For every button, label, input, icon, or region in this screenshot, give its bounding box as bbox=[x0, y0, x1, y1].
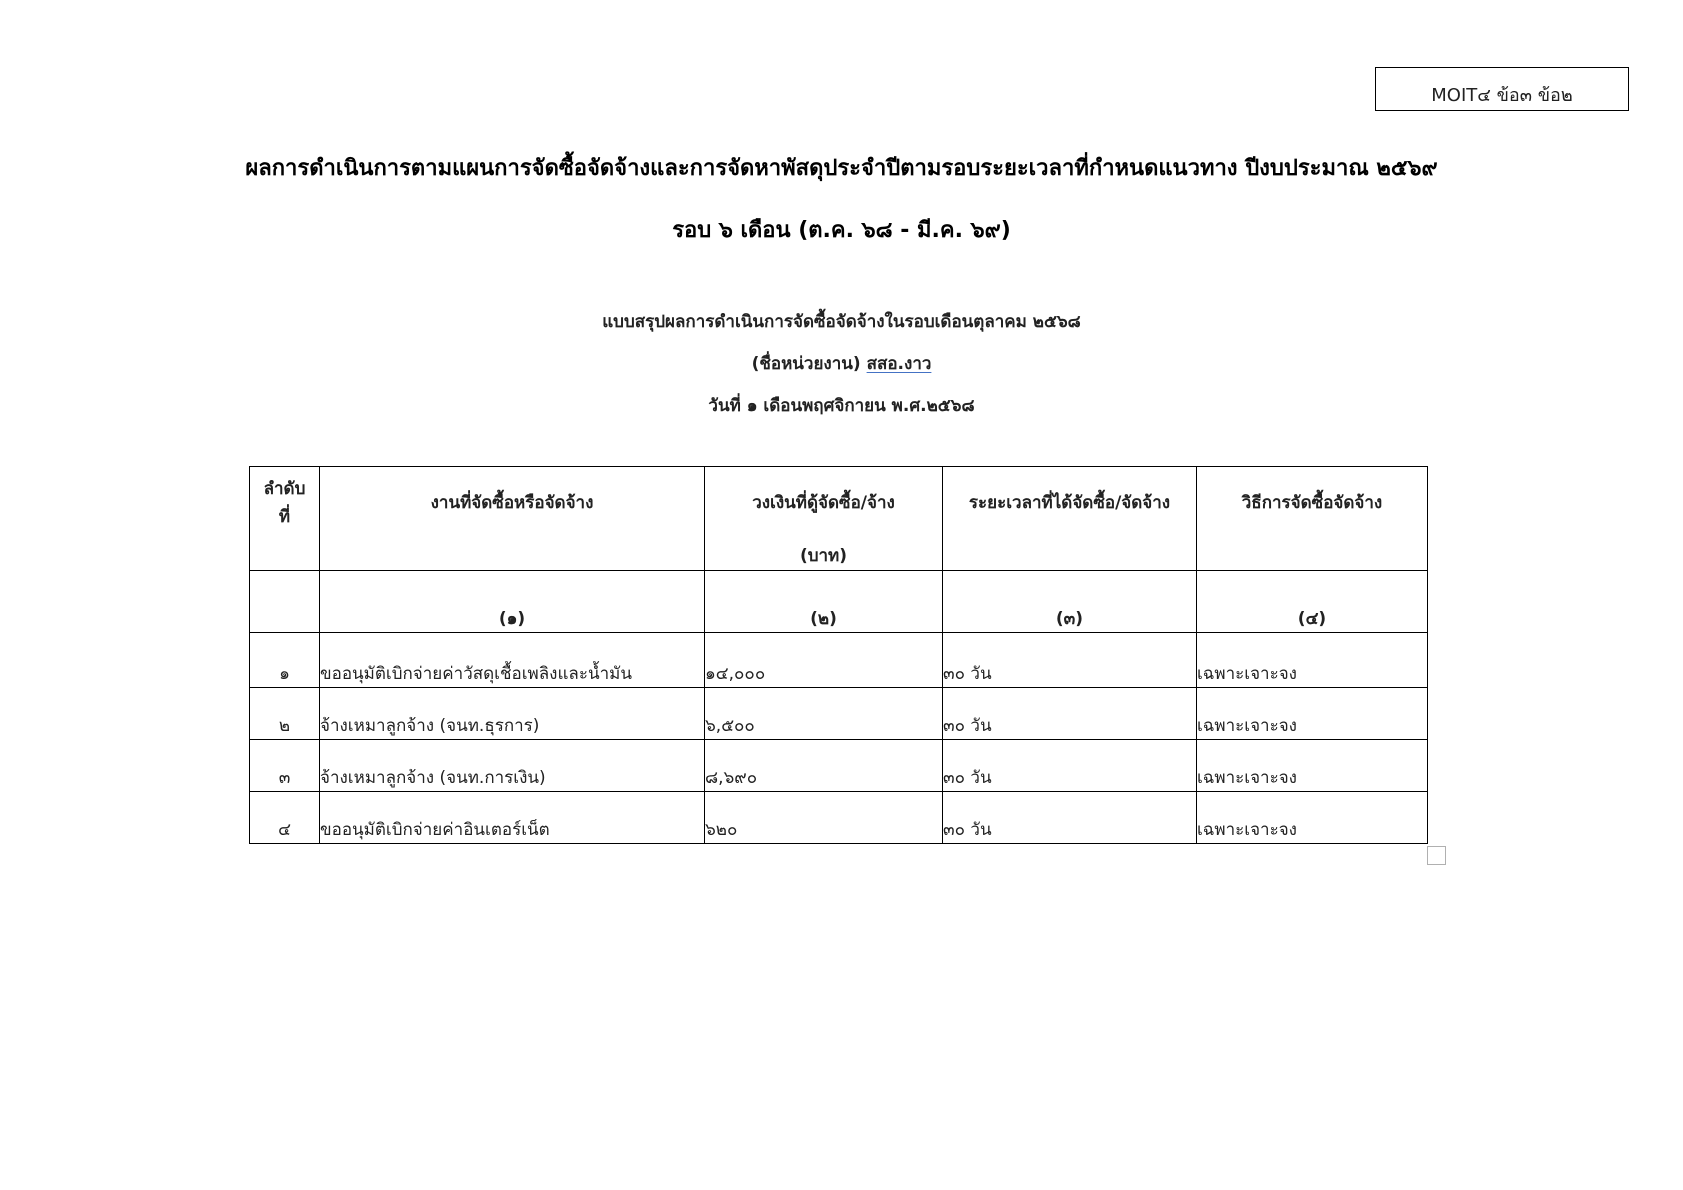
reference-code-box bbox=[1375, 67, 1629, 111]
table-row bbox=[250, 633, 1428, 688]
row-task: ขออนุมัติเบิกจ่ายค่าอินเตอร์เน็ต bbox=[320, 792, 705, 844]
row-method: เฉพาะเจาะจง bbox=[1197, 792, 1428, 844]
header-duration bbox=[943, 467, 1197, 571]
header-method-label: วิธีการจัดซื้อจัดจ้าง bbox=[1241, 493, 1383, 513]
row-method: เฉพาะเจาะจง bbox=[1197, 633, 1428, 688]
row-order: ๒ bbox=[250, 688, 320, 740]
column-number: (๓) bbox=[943, 571, 1197, 633]
procurement-table bbox=[249, 466, 1428, 844]
report-date: วันที่ ๑ เดือนพฤศจิกายน พ.ศ.๒๕๖๘ bbox=[708, 396, 975, 416]
header-order bbox=[250, 467, 320, 571]
header-budget bbox=[705, 467, 943, 571]
unit-prefix: (ชื่อหน่วยงาน) bbox=[751, 354, 861, 374]
row-budget: ๑๔,๐๐๐ bbox=[705, 633, 943, 688]
header-task-label: งานที่จัดซื้อหรือจัดจ้าง bbox=[430, 493, 594, 513]
header-task bbox=[320, 467, 705, 571]
table-resize-handle[interactable] bbox=[1427, 846, 1446, 865]
header-budget-unit: (บาท) bbox=[799, 546, 848, 566]
row-duration: ๓๐ วัน bbox=[943, 688, 1197, 740]
row-budget: ๖,๕๐๐ bbox=[705, 688, 943, 740]
row-order: ๑ bbox=[250, 633, 320, 688]
header-order-line1: ลำดับ bbox=[263, 479, 306, 499]
row-budget: ๘,๖๙๐ bbox=[705, 740, 943, 792]
row-task: จ้างเหมาลูกจ้าง (จนท.การเงิน) bbox=[320, 740, 705, 792]
row-order: ๓ bbox=[250, 740, 320, 792]
row-method: เฉพาะเจาะจง bbox=[1197, 688, 1428, 740]
reference-code-text: MOIT๔ ข้อ๓ ข้อ๒ bbox=[1431, 85, 1573, 106]
unit-name: สสอ.งาว bbox=[866, 354, 932, 374]
page-title: ผลการดำเนินการตามแผนการจัดซื้อจัดจ้างและการจัดหาพัสดุประจำปีตามรอบระยะเวลาที่กำหนดแนวทาง ปีงบประมาณ ๒๕๖๙ bbox=[245, 156, 1438, 181]
column-number: (๑) bbox=[320, 571, 705, 633]
page-period-title: รอบ ๖ เดือน (ต.ค. ๖๘ - มี.ค. ๖๙) bbox=[672, 218, 1011, 243]
row-duration: ๓๐ วัน bbox=[943, 740, 1197, 792]
row-duration: ๓๐ วัน bbox=[943, 633, 1197, 688]
row-budget: ๖๒๐ bbox=[705, 792, 943, 844]
column-number-row bbox=[250, 571, 1428, 633]
header-method bbox=[1197, 467, 1428, 571]
table-row bbox=[250, 792, 1428, 844]
header-budget-label: วงเงินที่ดู้จัดซื้อ/จ้าง bbox=[752, 493, 895, 513]
row-task: จ้างเหมาลูกจ้าง (จนท.ธุรการ) bbox=[320, 688, 705, 740]
column-number: (๔) bbox=[1197, 571, 1428, 633]
form-title: แบบสรุปผลการดำเนินการจัดซื้อจัดจ้างในรอบเดือนตุลาคม ๒๕๖๘ bbox=[602, 312, 1081, 332]
table-row bbox=[250, 688, 1428, 740]
header-duration-label: ระยะเวลาที่ได้จัดซื้อ/จัดจ้าง bbox=[968, 493, 1171, 513]
table-header-row bbox=[250, 467, 1428, 571]
column-number: (๒) bbox=[705, 571, 943, 633]
unit-line bbox=[0, 350, 1683, 377]
table-row bbox=[250, 740, 1428, 792]
row-duration: ๓๐ วัน bbox=[943, 792, 1197, 844]
column-number-empty bbox=[250, 571, 320, 633]
row-task: ขออนุมัติเบิกจ่ายค่าวัสดุเชื้อเพลิงและน้ำมัน bbox=[320, 633, 705, 688]
header-order-line2: ที่ bbox=[278, 507, 291, 527]
row-method: เฉพาะเจาะจง bbox=[1197, 740, 1428, 792]
row-order: ๔ bbox=[250, 792, 320, 844]
